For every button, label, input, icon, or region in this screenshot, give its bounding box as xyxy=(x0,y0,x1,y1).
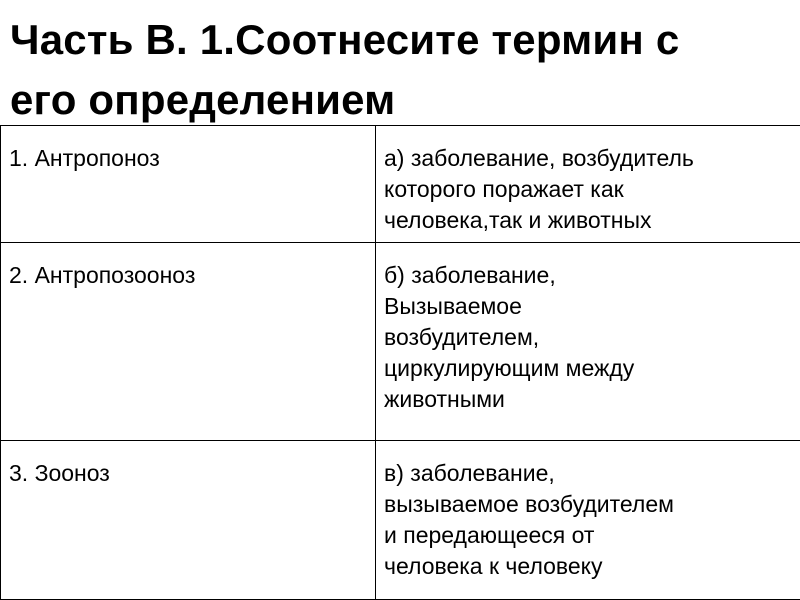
table-row xyxy=(1,243,800,441)
term-text: 2. Антропозооноз xyxy=(9,262,196,288)
definition-cell xyxy=(376,243,800,441)
definition-cell xyxy=(376,126,800,243)
term-text: 3. Зооноз xyxy=(9,460,110,486)
definition-text: в) заболевание, вызываемое возбудителем и передающееся от человека к человеку xyxy=(384,460,674,579)
term-cell xyxy=(1,126,376,243)
definition-text: б) заболевание, Вызываемое возбудителем, циркулирующим между животными xyxy=(384,262,635,412)
matching-table xyxy=(0,125,800,600)
definition-cell xyxy=(376,441,800,600)
term-text: 1. Антропоноз xyxy=(9,145,160,171)
definition-text: а) заболевание, возбудитель которого поражает как человека,так и животных xyxy=(384,145,694,233)
table-row xyxy=(1,126,800,243)
table-row xyxy=(1,441,800,600)
slide-title: Часть В. 1.Соотнесите термин с его определением xyxy=(10,16,680,123)
term-cell xyxy=(1,243,376,441)
term-cell xyxy=(1,441,376,600)
